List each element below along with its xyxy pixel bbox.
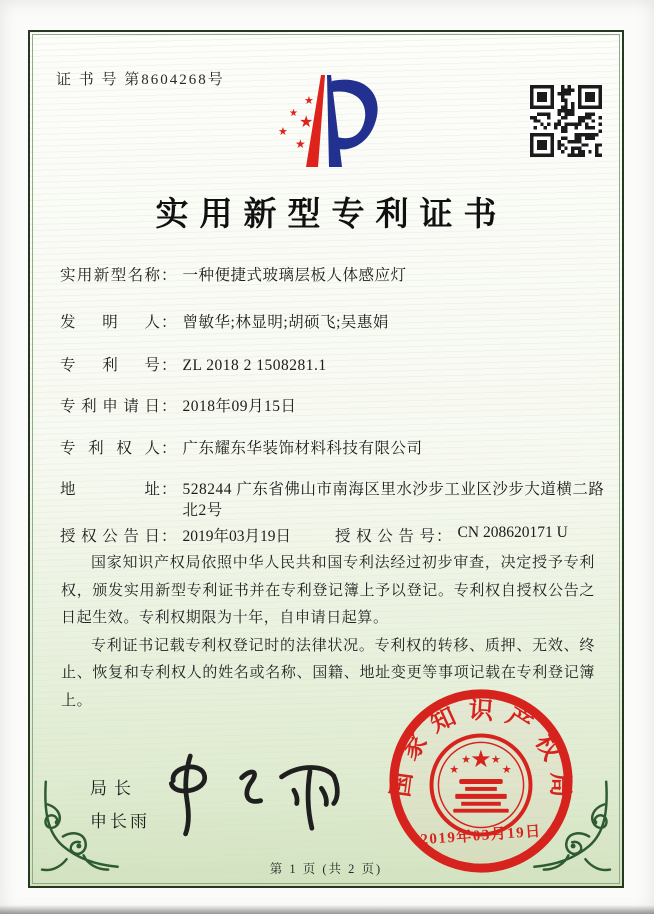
field-label: 专利号 <box>60 357 160 374</box>
field-value: CN 208620171 U <box>457 524 568 541</box>
grant-number-pair <box>335 524 568 546</box>
field-label: 地址 <box>60 481 160 498</box>
colon: ： <box>161 528 177 545</box>
field-value: 一种便捷式玻璃层板人体感应灯 <box>182 267 407 284</box>
field-value: 2018年09月15日 <box>182 398 297 415</box>
field-value: ZL 2018 2 1508281.1 <box>182 357 327 374</box>
logo-star-icon: ★ <box>278 126 288 138</box>
commissioner-name: 申长雨 <box>90 812 150 831</box>
field-row-utility-model-name <box>60 265 407 286</box>
logo-star-icon: ★ <box>304 95 314 107</box>
logo-star-icon: ★ <box>295 137 306 151</box>
colon: ： <box>161 481 177 498</box>
legal-paragraph-2: 专利证书记载专利权登记时的法律状况。专利权的转移、质押、无效、终止、恢复和专利权人的姓名或名称、国籍、地址变更等事项记载在专利登记簿上。 <box>61 637 595 709</box>
qr-code-icon <box>530 85 602 157</box>
colon: ： <box>161 398 177 415</box>
field-value: 2019年03月19日 <box>182 528 292 545</box>
cnipa-logo-icon <box>266 74 388 174</box>
commissioner-title: 局长 <box>90 779 138 798</box>
certificate-title: 实用新型专利证书 <box>155 194 508 233</box>
certificate-number: 证 书 号 第8604268号 <box>56 72 225 88</box>
grant-announcement-row <box>60 524 568 546</box>
emblem-star-icon: ★ <box>449 764 460 777</box>
field-row-patent-number <box>60 355 327 376</box>
seal-date: 2019年03月19日 <box>419 823 543 849</box>
legal-paragraph-1: 国家知识产权局依照中华人民共和国专利法经过初步审查，决定授予专利权，颁发实用新型专利证书并在专利登记簿上予以登记。专利权自授权公告之日起生效。专利权期限为十年，自申请日起算。 <box>61 555 595 626</box>
field-label: 实用新型名称 <box>60 267 160 284</box>
field-label: 专利申请日 <box>60 398 160 415</box>
field-row-application-date <box>60 396 297 417</box>
logo-star-icon: ★ <box>299 114 314 131</box>
field-label: 授权公告日 <box>60 528 160 545</box>
emblem-star-icon: ★ <box>490 754 501 767</box>
colon: ： <box>161 440 177 457</box>
logo-star-icon: ★ <box>289 108 298 119</box>
seal-agency-text: 国家知识产权局 <box>385 694 576 809</box>
emblem-star-icon: ★ <box>461 754 471 767</box>
colon: ： <box>161 314 177 331</box>
field-row-inventors <box>60 312 389 333</box>
field-row-patentee <box>60 438 423 459</box>
field-row-address <box>60 479 615 521</box>
field-value: 曾敏华;林显明;胡硕飞;吴惠娟 <box>182 314 389 331</box>
handwritten-signature <box>158 744 348 844</box>
field-label: 专利权人 <box>60 440 160 457</box>
field-value: 528244 广东省佛山市南海区里水沙步工业区沙步大道横二路北2号 <box>182 481 605 519</box>
field-label: 授权公告号 <box>335 528 436 545</box>
certificate-frame <box>28 30 624 888</box>
field-label: 发明人 <box>60 314 160 331</box>
colon: ： <box>161 357 177 374</box>
page-number: 第 1 页 (共 2 页) <box>269 862 383 876</box>
emblem-star-icon: ★ <box>501 764 512 777</box>
field-value: 广东耀东华装饰材料科技有限公司 <box>182 440 423 457</box>
emblem-star-icon: ★ <box>470 747 492 774</box>
colon: ： <box>161 267 177 284</box>
colon: ： <box>436 528 452 545</box>
grant-date-pair <box>60 524 291 546</box>
